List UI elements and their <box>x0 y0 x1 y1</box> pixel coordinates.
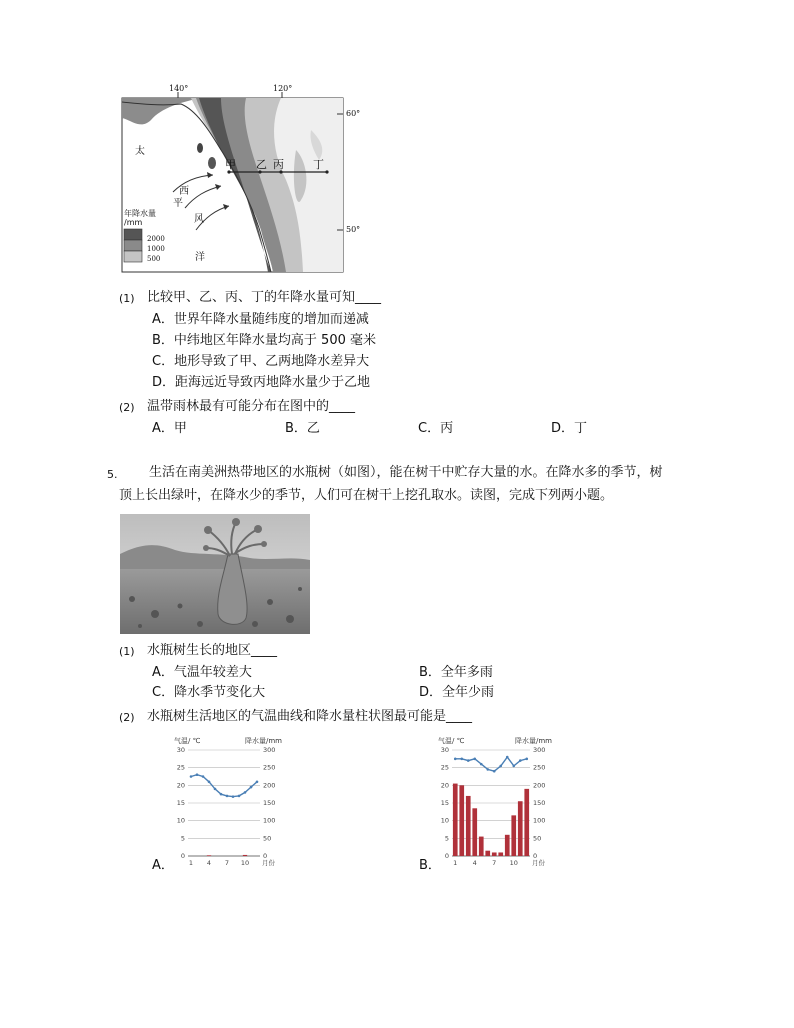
temperature-point <box>506 756 509 759</box>
q5-sub1-option-b[interactable]: B．全年多雨 <box>419 665 493 680</box>
temperature-point <box>512 765 515 768</box>
temperature-point <box>250 786 253 789</box>
temperature-point <box>226 795 229 798</box>
q5-sub1-option-a[interactable]: A．气温年较差大 <box>152 665 252 680</box>
precip-bar <box>485 851 490 856</box>
place-bing: 丙 <box>273 158 284 171</box>
precip-bar <box>511 815 516 856</box>
q4-sub1-option-b[interactable]: B．中纬地区年降水量均高于 500 毫米 <box>152 333 376 348</box>
precip-bar <box>505 835 510 856</box>
precip-bar <box>453 784 458 856</box>
q5-sub1-number: (1) <box>119 645 135 658</box>
y-right-tick-label: 0 <box>533 852 538 860</box>
y-right-tick-label: 200 <box>533 781 546 790</box>
y-right-tick-label: 50 <box>533 834 542 843</box>
y-right-tick-label: 50 <box>263 834 272 843</box>
y-left-tick-label: 5 <box>444 834 449 843</box>
temperature-point <box>525 758 528 761</box>
temperature-point <box>220 793 223 796</box>
x-tick-label: 10 <box>509 859 518 867</box>
x-tick-label: 10 <box>240 859 250 867</box>
y-right-tick-label: 150 <box>533 799 546 807</box>
y-right-tick-label: 100 <box>263 816 276 825</box>
q4-sub1-stem: 比较甲、乙、丙、丁的年降水量可知____ <box>147 290 382 305</box>
place-jia: 甲 <box>225 158 236 171</box>
ylabel-right: 降水量/mm <box>245 737 282 745</box>
temperature-point <box>473 758 476 761</box>
legend-swatch-2000 <box>124 229 142 240</box>
y-left-tick-label: 30 <box>176 746 185 754</box>
y-left-tick-label: 15 <box>176 799 185 807</box>
legend-value-2000: 2000 <box>147 235 165 243</box>
ocean-char-1: 太 <box>135 146 145 157</box>
xlabel: 月份 <box>532 859 545 867</box>
x-tick-label: 1 <box>453 859 458 867</box>
temperature-point <box>208 781 211 784</box>
q4-sub2-stem: 温带雨林最有可能分布在图中的____ <box>147 399 356 414</box>
x-tick-label: 7 <box>492 859 497 867</box>
x-tick-label: 4 <box>472 859 477 867</box>
bottle-tree-image <box>120 514 310 634</box>
y-right-tick-label: 300 <box>533 746 546 754</box>
y-left-tick-label: 10 <box>176 816 185 825</box>
rainfall-map-figure <box>121 84 361 275</box>
q5-sub2-number: (2) <box>119 711 135 724</box>
temperature-point <box>460 758 463 761</box>
lon-label-120: 120° <box>273 84 293 93</box>
temperature-point <box>232 795 235 798</box>
legend-title: 年降水量 <box>124 209 156 218</box>
bottle-tree-photo <box>120 514 310 634</box>
precip-bar <box>472 808 477 856</box>
q5-sub2-option-a[interactable]: A． <box>152 858 174 873</box>
temperature-line <box>191 775 257 797</box>
precip-bar <box>466 796 471 856</box>
ocean-char-3: 洋 <box>195 252 205 263</box>
wind-char-2: 风 <box>194 214 204 225</box>
temperature-point <box>519 759 522 762</box>
q4-sub2-number: (2) <box>119 401 135 414</box>
q4-sub2-option-c[interactable]: C．丙 <box>418 421 454 436</box>
legend-value-500: 500 <box>147 255 161 263</box>
y-right-tick-label: 250 <box>263 763 276 772</box>
precip-bar <box>518 801 523 856</box>
q5-intro-line1: 生活在南美洲热带地区的水瓶树（如图），能在树干中贮存大量的水。在降水多的季节，树 <box>149 465 663 480</box>
y-left-tick-label: 5 <box>180 834 185 843</box>
legend-swatch-500 <box>124 251 142 262</box>
lat-label-60: 60° <box>346 109 361 118</box>
precip-bar <box>498 852 503 856</box>
precip-bar <box>492 852 497 856</box>
q5-sub2-option-b[interactable]: B． <box>419 858 441 873</box>
q5-sub1-stem: 水瓶树生长的地区____ <box>147 643 278 658</box>
y-right-tick-label: 150 <box>263 799 276 807</box>
y-left-tick-label: 15 <box>440 799 449 807</box>
temperature-point <box>202 775 205 778</box>
q4-sub2-option-b[interactable]: B．乙 <box>285 421 320 436</box>
precip-bar <box>524 789 529 856</box>
q4-sub1-option-c[interactable]: C．地形导致了甲、乙两地降水差异大 <box>152 354 370 369</box>
precip-bar <box>459 785 464 856</box>
temperature-point <box>467 759 470 762</box>
wind-char-1: 西 <box>179 186 189 197</box>
q5-sub1-option-c[interactable]: C．降水季节变化大 <box>152 685 266 700</box>
ylabel-left: 气温/ ℃ <box>174 737 201 745</box>
precip-bar <box>243 855 247 856</box>
y-left-tick-label: 0 <box>180 852 185 860</box>
y-right-tick-label: 300 <box>263 746 276 754</box>
y-left-tick-label: 30 <box>440 746 449 754</box>
q5-intro-line2: 顶上长出绿叶，在降水少的季节，人们可在树干上挖孔取水。读图，完成下列两小题。 <box>119 488 614 503</box>
q4-sub2-option-a[interactable]: A．甲 <box>152 421 187 436</box>
temperature-point <box>480 763 483 766</box>
y-left-tick-label: 20 <box>176 781 185 790</box>
x-tick-label: 4 <box>206 859 212 867</box>
ylabel-left: 气温/ ℃ <box>438 737 465 745</box>
temperature-point <box>244 791 247 794</box>
legend-swatch-1000 <box>124 240 142 251</box>
temperature-point <box>499 765 502 768</box>
q4-sub1-option-a[interactable]: A．世界年降水量随纬度的增加而递减 <box>152 312 369 327</box>
q5-sub1-option-d[interactable]: D．全年少雨 <box>419 685 495 700</box>
precip-bar <box>479 837 484 856</box>
x-tick-label: 7 <box>224 859 230 867</box>
y-left-tick-label: 10 <box>440 816 449 825</box>
q4-sub2-option-d[interactable]: D．丁 <box>551 421 588 436</box>
q4-sub1-option-d[interactable]: D．距海远近导致丙地降水量少于乙地 <box>152 375 371 390</box>
temperature-point <box>256 781 259 784</box>
legend-value-1000: 1000 <box>147 245 165 253</box>
y-left-tick-label: 20 <box>440 781 449 790</box>
y-right-tick-label: 0 <box>263 852 268 860</box>
y-left-tick-label: 25 <box>440 763 449 772</box>
temperature-point <box>493 770 496 773</box>
ocean-char-2: 平 <box>173 198 183 209</box>
lat-label-50: 50° <box>346 225 361 234</box>
q4-sub1-number: (1) <box>119 292 135 305</box>
q5-number: 5. <box>107 468 118 481</box>
q5-sub2-stem: 水瓶树生活地区的气温曲线和降水量柱状图最可能是____ <box>147 709 473 724</box>
x-tick-label: 1 <box>188 859 194 867</box>
y-right-tick-label: 100 <box>533 816 546 825</box>
legend-unit: /mm <box>124 218 143 227</box>
y-right-tick-label: 200 <box>263 781 276 790</box>
temperature-point <box>214 788 217 791</box>
lon-label-140: 140° <box>169 84 189 93</box>
climate-chart-a[interactable] <box>172 734 284 872</box>
temperature-point <box>196 773 199 776</box>
temperature-point <box>190 775 193 778</box>
y-left-tick-label: 0 <box>444 852 449 860</box>
ylabel-right: 降水量/mm <box>515 737 552 745</box>
temperature-line <box>455 757 527 771</box>
place-yi: 乙 <box>256 158 267 171</box>
temperature-point <box>454 758 457 761</box>
y-right-tick-label: 250 <box>533 763 546 772</box>
temperature-point <box>486 768 489 771</box>
precip-bar <box>207 855 211 856</box>
temperature-point <box>238 795 241 798</box>
y-left-tick-label: 25 <box>176 763 185 772</box>
climate-chart-b[interactable] <box>436 734 554 872</box>
xlabel: 月份 <box>262 859 275 867</box>
place-ding: 丁 <box>313 158 324 171</box>
